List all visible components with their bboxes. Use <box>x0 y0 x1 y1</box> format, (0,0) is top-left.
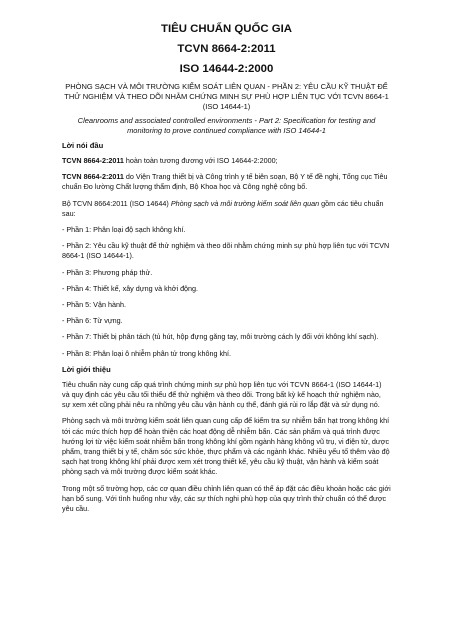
document-header <box>62 22 391 136</box>
series-title: Phòng sạch và môi trường kiểm soát liên quan <box>170 198 320 208</box>
part-list-item: - Phần 5: Vận hành. <box>62 300 126 310</box>
part-list-item: - Phần 4: Thiết kế, xây dựng và khởi động. <box>62 283 199 293</box>
introduction-heading: Lời giới thiệu <box>62 364 111 374</box>
standard-code: TCVN 8664-2:2011 <box>62 156 124 165</box>
tcvn-number: TCVN 8664-2:2011 <box>177 43 276 55</box>
standard-code: TCVN 8664-2:2011 <box>62 172 124 182</box>
document-body <box>62 141 391 514</box>
part-list-item: - Phần 6: Từ vựng. <box>62 316 123 326</box>
paragraph-text: gồm các tiêu chuẩn sau: <box>62 198 384 218</box>
foreword-paragraph-2 <box>62 172 391 192</box>
part-list-item: - Phần 2: Yêu cầu kỹ thuật để thử nghiệm và theo dõi nhằm chứng minh sự phù hợp liên tục với TCVN 8664-1 (ISO 14644-1). <box>62 241 390 261</box>
introduction-paragraph: Tiêu chuẩn này cung cấp quá trình chứng minh sự phù hợp liên tục với TCVN 8664-1 (ISO 14644-1) và quy định các yêu cầu tối thiểu để thử nghiệm và theo dõi. Trong bất kỳ kế hoạch thử nghiệm nào, sự xem xét cũng phải nêu ra những yêu cầu vận hành cụ thể, đánh giá rủi ro lắp đặt và sử dụng nó. <box>62 379 382 410</box>
part-list-item: - Phần 1: Phân loại độ sạch không khí. <box>62 225 186 235</box>
english-title: Cleanrooms and associated controlled environments - Part 2: Specification for testing and monitoring to prove continued compliance with ISO 14644-1 <box>77 116 376 135</box>
iso-number: ISO 14644-2:2000 <box>179 63 274 75</box>
paragraph-text: hoàn toàn tương đương với ISO 14644-2:2000; <box>123 156 278 165</box>
part-list-item: - Phần 8: Phân loại ô nhiễm phân tử trong không khí. <box>62 348 232 358</box>
foreword-paragraph-3 <box>62 199 391 219</box>
part-list-item: - Phần 3: Phương pháp thử. <box>62 267 153 277</box>
paragraph-text: do Viện Trang thiết bị và Công trình y tế biên soạn, Bộ Y tế đề nghị, Tổng cục Tiêu chuẩn Đo lường Chất lượng thẩm định, Bộ Khoa học và Công nghệ công bố. <box>62 172 388 192</box>
paragraph-text: Bộ TCVN 8664:2011 (ISO 14644) <box>62 198 171 208</box>
standard-category-title: TIÊU CHUẨN QUỐC GIA <box>161 23 292 35</box>
part-list-item: - Phần 7: Thiết bị phân tách (tủ hút, hộp đựng găng tay, môi trường cách ly đối với không khí sạch). <box>62 332 379 342</box>
introduction-paragraph: Phòng sạch và môi trường kiểm soát liên quan cung cấp để kiểm tra sự nhiễm bẩn hạt trong không khí tới các mức thích hợp để hoàn thiện các hoạt động dễ nhiễm bẩn. Các sản phẩm và quá trình được hướng lợi từ việc kiểm soát nhiễm bẩn trong không khí gồm ngành hàng không vũ trụ, vi điện tử, dược phẩm, trang thiết bị y tế, chăm sóc sức khỏe, thực phẩm và các ngành khác. Nhiều yếu tố thêm vào độ sạch hạt trong không khí phải được xem xét trong thiết kế, yêu cầu kỹ thuật, vận hành và kiểm soát phòng sạch và môi trường được kiểm soát khác. <box>62 416 390 477</box>
introduction-paragraph: Trong một số trường hợp, các cơ quan điều chỉnh liên quan có thể áp đặt các điều khoản hoặc các giới hạn bổ sung. Với tình huống như vậy, các sự thích nghi phù hợp của quy trình thử chuẩn có thể được yêu cầu. <box>62 483 391 514</box>
vietnamese-title: PHÒNG SẠCH VÀ MÔI TRƯỜNG KIỂM SOÁT LIÊN QUAN - PHẦN 2: YÊU CẦU KỸ THUẬT ĐỂ THỬ NGHIỆM VÀ THEO DÕI NHẰM CHỨNG MINH SỰ PHÙ HỢP LIÊN TỤC VỚI TCVN 8664-1 (ISO 14644-1) <box>64 82 389 111</box>
foreword-heading: Lời nói đầu <box>62 141 104 150</box>
foreword-paragraph-1 <box>62 156 391 166</box>
